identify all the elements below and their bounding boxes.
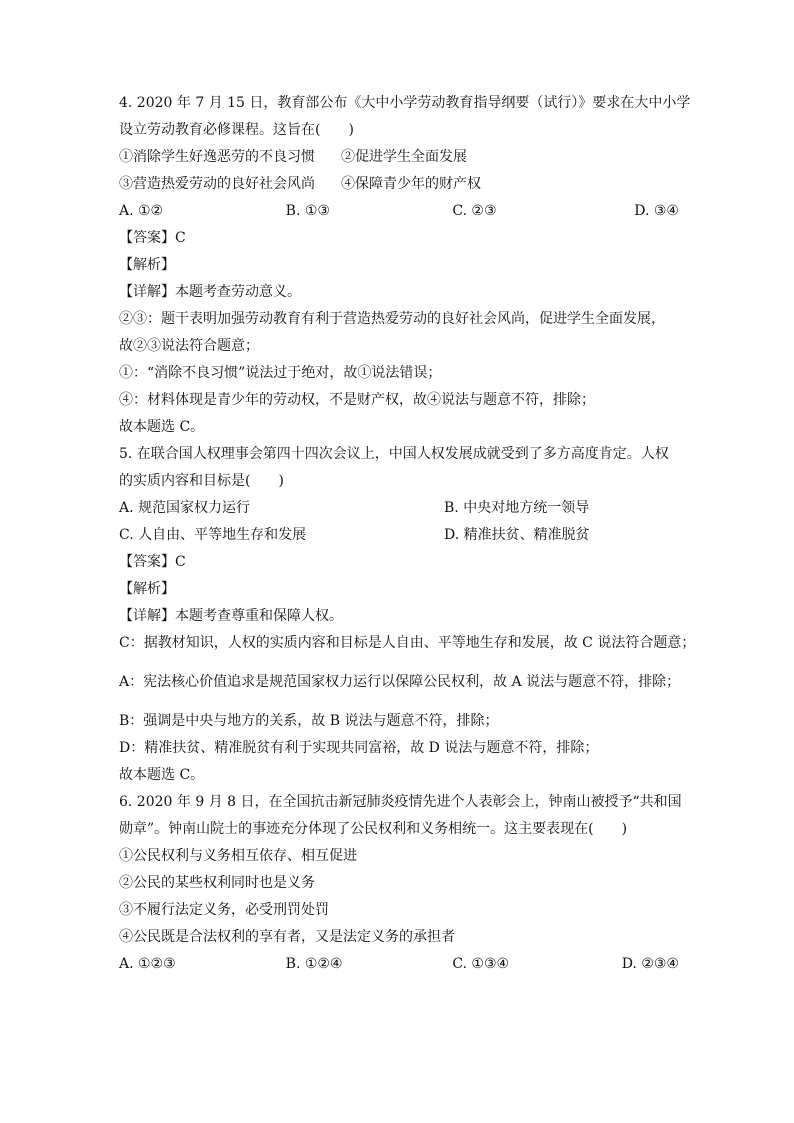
q4-stem-line-2: 设立劳动教育必修课程。这旨在( ) bbox=[119, 122, 354, 138]
q4-answer: 【答案】C bbox=[119, 230, 186, 246]
q4-conclusion: 故本题选 C。 bbox=[119, 419, 205, 435]
q6-stem-line-2: 勋章”。钟南山院士的事迹充分体现了公民权利和义务相统一。这主要表现在( ) bbox=[119, 821, 628, 837]
q5-analysis-heading: 【解析】 bbox=[119, 581, 175, 597]
q6-option-4: ④公民既是合法权利的享有者，又是法定义务的承担者 bbox=[119, 929, 455, 945]
q5-detail: 【详解】本题考查尊重和保障人权。 bbox=[119, 608, 343, 624]
q4-option-4: ④保障青少年的财产权 bbox=[341, 176, 481, 192]
q4-explanation-4: ④：材料体现是青少年的劳动权，不是财产权，故④说法与题意不符，排除； bbox=[119, 392, 595, 408]
q5-choice-b: B. 中央对地方统一领导 bbox=[444, 500, 590, 516]
q5-choices-row-2 bbox=[119, 522, 679, 549]
q4-analysis-heading: 【解析】 bbox=[119, 257, 175, 273]
q4-choice-c: C. ②③ bbox=[452, 203, 497, 219]
spacer bbox=[119, 657, 679, 669]
q6-option-2: ②公民的某些权利同时也是义务 bbox=[119, 875, 315, 891]
q6-stem-line-1: 6. 2020 年 9 月 8 日，在全国抗击新冠肺炎疫情先进个人表彰会上，钟南山被授予“共和国 bbox=[119, 794, 682, 810]
q5-choice-c: C. 人自由、平等地生存和发展 bbox=[119, 527, 307, 543]
q5-explanation-3: B：强调是中央与地方的关系，故 B 说法与题意不符，排除； bbox=[119, 713, 499, 729]
document-page bbox=[119, 90, 696, 978]
q4-explanation-3: ①：“消除不良习惯”说法过于绝对，故①说法错误； bbox=[119, 365, 442, 381]
q4-choice-b: B. ①③ bbox=[285, 203, 330, 219]
q4-stem-line-1: 4. 2020 年 7 月 15 日，教育部公布《大中小学劳动教育指导纲要（试行）》要求在大中小学 bbox=[119, 95, 691, 111]
q6-choice-c: C. ①③④ bbox=[452, 956, 510, 972]
q4-explanation-2: 故②③说法符合题意； bbox=[119, 338, 259, 354]
q6-option-3: ③不履行法定义务，必受刑罚处罚 bbox=[119, 902, 329, 918]
q6-choice-b: B. ①②④ bbox=[285, 956, 343, 972]
q4-options-row-1 bbox=[119, 144, 679, 171]
q5-explanation-4: D：精准扶贫、精准脱贫有利于实现共同富裕，故 D 说法与题意不符，排除； bbox=[119, 740, 599, 756]
q6-choice-d: D. ②③④ bbox=[621, 956, 679, 972]
q4-option-2: ②促进学生全面发展 bbox=[341, 149, 467, 165]
q5-explanation-1: C：据教材知识，人权的实质内容和目标是人自由、平等地生存和发展，故 C 说法符合题意； bbox=[119, 635, 696, 651]
q5-answer: 【答案】C bbox=[119, 554, 186, 570]
q5-stem-line-1: 5. 在联合国人权理事会第四十四次会议上，中国人权发展成就受到了多方高度肯定。人权 bbox=[119, 446, 669, 462]
q5-conclusion: 故本题选 C。 bbox=[119, 767, 205, 783]
q6-choice-a: A. ①②③ bbox=[119, 956, 176, 972]
spacer bbox=[119, 696, 679, 708]
q4-choice-d: D. ③④ bbox=[634, 203, 679, 219]
q5-choice-a: A. 规范国家权力运行 bbox=[119, 500, 251, 516]
q6-option-1: ①公民权利与义务相互依存、相互促进 bbox=[119, 848, 357, 864]
q5-choice-d: D. 精准扶贫、精准脱贫 bbox=[444, 527, 590, 543]
q4-detail: 【详解】本题考查劳动意义。 bbox=[119, 284, 301, 300]
q4-option-1: ①消除学生好逸恶劳的不良习惯 bbox=[119, 149, 315, 165]
q4-choice-a: A. ①② bbox=[119, 203, 164, 219]
q4-choices bbox=[119, 198, 679, 225]
q4-options-row-2 bbox=[119, 171, 679, 198]
q4-option-3: ③营造热爱劳动的良好社会风尚 bbox=[119, 176, 315, 192]
q6-choices bbox=[119, 951, 679, 978]
q5-choices-row-1 bbox=[119, 495, 679, 522]
q5-explanation-2: A：宪法核心价值追求是规范国家权力运行以保障公民权利，故 A 说法与题意不符，排除； bbox=[119, 674, 681, 690]
q4-explanation-1: ②③：题干表明加强劳动教育有利于营造热爱劳动的良好社会风尚，促进学生全面发展， bbox=[119, 311, 665, 327]
q5-stem-line-2: 的实质内容和目标是( ) bbox=[119, 473, 284, 489]
